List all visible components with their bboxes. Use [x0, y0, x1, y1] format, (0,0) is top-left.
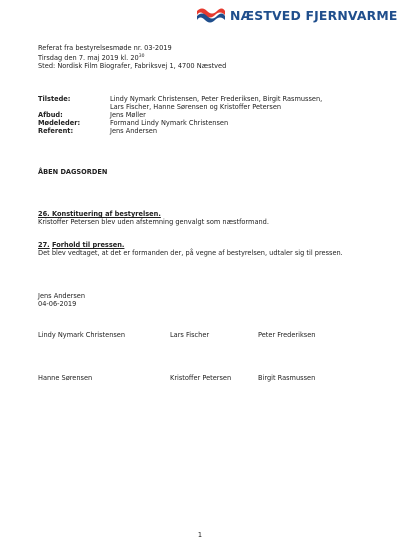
logo-wordmark: NÆSTVED FJERNVARME: [230, 7, 398, 23]
signature-name: Lindy Nymark Christensen: [38, 331, 126, 339]
chair-value: Formand Lindy Nymark Christensen: [110, 119, 229, 127]
chair-label: Mødeleder:: [38, 119, 81, 127]
signoff-date: 04-06-2019: [38, 300, 77, 308]
meeting-datetime: Tirsdag den 7. maj 2019 kl. $20^{30}$: [38, 54, 145, 62]
page-number: 1: [197, 531, 203, 539]
signature-name: Lars Fischer: [170, 331, 210, 339]
absent-label: Afbud:: [38, 111, 63, 119]
signoff-name: Jens Andersen: [38, 292, 86, 300]
agenda-heading: ÅBEN DAGSORDEN: [38, 168, 108, 176]
referent-label: Referent:: [38, 127, 74, 135]
company-logo: [196, 6, 398, 24]
referent-value: Jens Andersen: [110, 127, 158, 135]
signature-name: Peter Frederiksen: [258, 331, 316, 339]
present-names-line1: Lindy Nymark Christensen, Peter Frederiksen, Birgit Rasmussen,: [110, 95, 323, 103]
meeting-location: Sted: Nordisk Film Biografer, Fabriksvej 1, 4700 Næstved: [38, 62, 227, 70]
present-names-line2: Lars Fischer, Hanne Sørensen og Kristoffer Petersen: [110, 103, 282, 111]
minutes-title: Referat fra bestyrelsesmøde nr. 03-2019: [38, 44, 172, 52]
agenda-item-26-title: 26. Konstituering af bestyrelsen.: [38, 210, 161, 218]
naestved-fjernvarme-wave-logo-icon: [196, 7, 226, 23]
present-label: Tilstede:: [38, 95, 71, 103]
signature-name: Hanne Sørensen: [38, 374, 93, 382]
agenda-item-27-title: 27. Forhold til pressen.: [38, 241, 125, 249]
agenda-item-26-body: Kristoffer Petersen blev uden afstemning genvalgt som næstformand.: [38, 218, 269, 226]
signature-name: Kristoffer Petersen: [170, 374, 232, 382]
agenda-item-27-body: Det blev vedtaget, at det er formanden der, på vegne af bestyrelsen, udtaler sig til pressen.: [38, 249, 343, 257]
signature-name: Birgit Rasmussen: [258, 374, 316, 382]
absent-value: Jens Møller: [110, 111, 146, 119]
